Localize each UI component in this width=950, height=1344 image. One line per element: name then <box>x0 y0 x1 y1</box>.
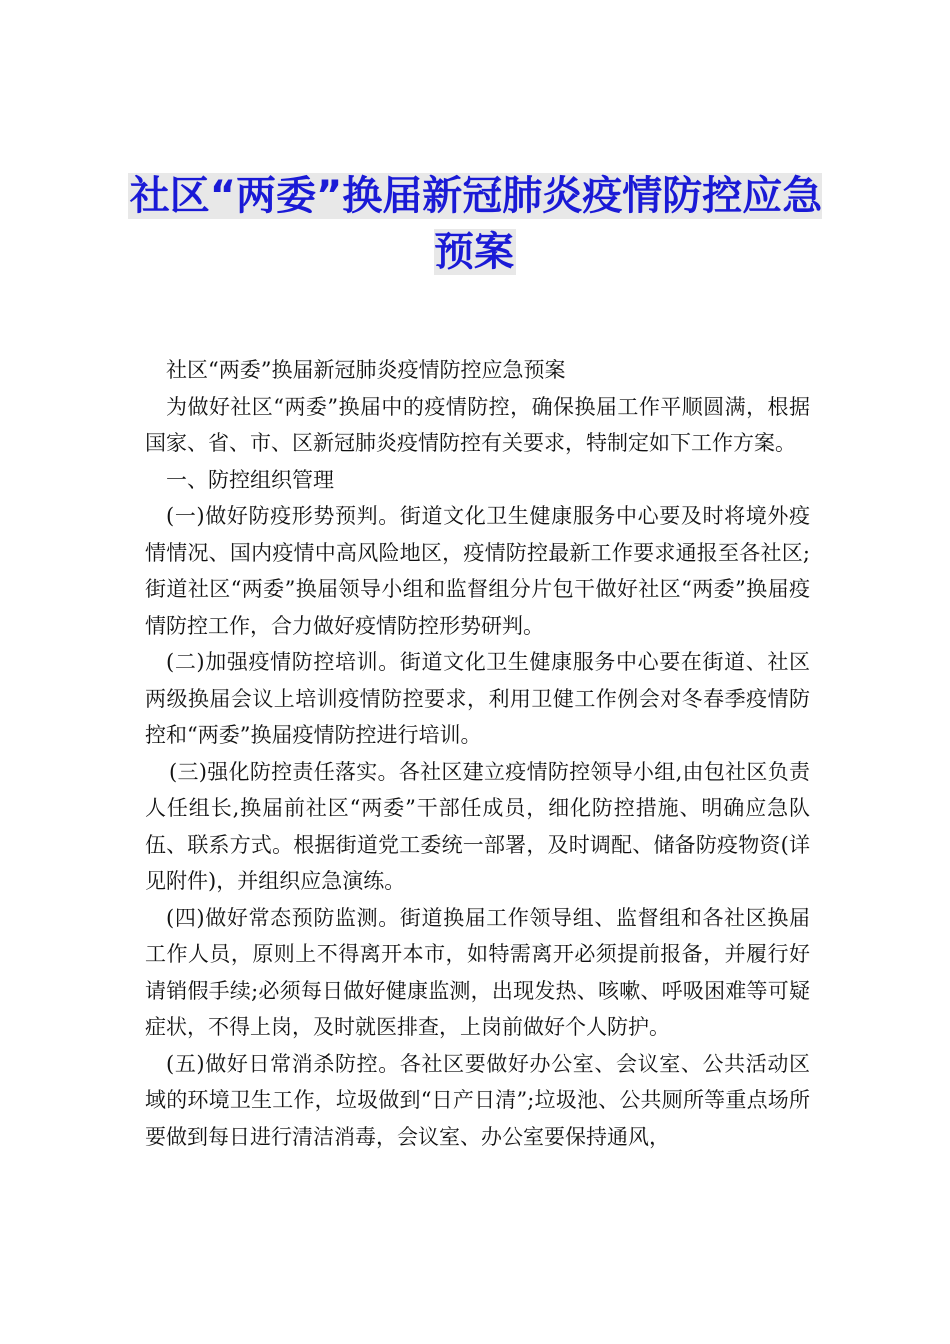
document-title <box>120 168 830 280</box>
paragraph-intro: 为做好社区“两委”换届中的疫情防控，确保换届工作平顺圆满，根据国家、省、市、区新冠肺炎疫情防控有关要求，特制定如下工作方案。 <box>145 394 810 455</box>
paragraph-item-4: (四)做好常态预防监测。街道换届工作领导组、监督组和各社区换届工作人员，原则上不得离开本市，如特需离开必须提前报备，并履行好请销假手续;必须每日做好健康监测，出现发热、咳嗽、呼吸困难等可疑症状，不得上岗，及时就医排查，上岗前做好个人防护。 <box>145 905 810 1039</box>
document-title-text: 社区“两委”换届新冠肺炎疫情防控应急预案 <box>129 173 823 275</box>
section-heading-1: 一、防控组织管理 <box>166 467 334 492</box>
document-body <box>145 352 810 1155</box>
paragraph-item-5: (五)做好日常消杀防控。各社区要做好办公室、会议室、公共活动区域的环境卫生工作，垃圾做到“日产日清”;垃圾池、公共厕所等重点场所要做到每日进行清洁消毒，会议室、办公室要保持通风， <box>145 1051 810 1149</box>
paragraph-heading-repeat: 社区“两委”换届新冠肺炎疫情防控应急预案 <box>166 358 566 382</box>
paragraph-item-1: (一)做好防疫形势预判。街道文化卫生健康服务中心要及时将境外疫情情况、国内疫情中高风险地区，疫情防控最新工作要求通报至各社区;街道社区“两委”换届领导小组和监督组分片包干做好社区“两委”换届疫情防控工作，合力做好疫情防控形势研判。 <box>145 504 810 638</box>
paragraph-item-3: (三)强化防控责任落实。各社区建立疫情防控领导小组,由包社区负责人任组长,换届前社区“两委”干部任成员，细化防控措施、明确应急队伍、联系方式。根据街道党工委统一部署，及时调配、储备防疫物资(详见附件)，并组织应急演练。 <box>145 759 810 893</box>
paragraph-item-2: (二)加强疫情防控培训。街道文化卫生健康服务中心要在街道、社区两级换届会议上培训疫情防控要求，利用卫健工作例会对冬春季疫情防控和“两委”换届疫情防控进行培训。 <box>145 650 810 747</box>
